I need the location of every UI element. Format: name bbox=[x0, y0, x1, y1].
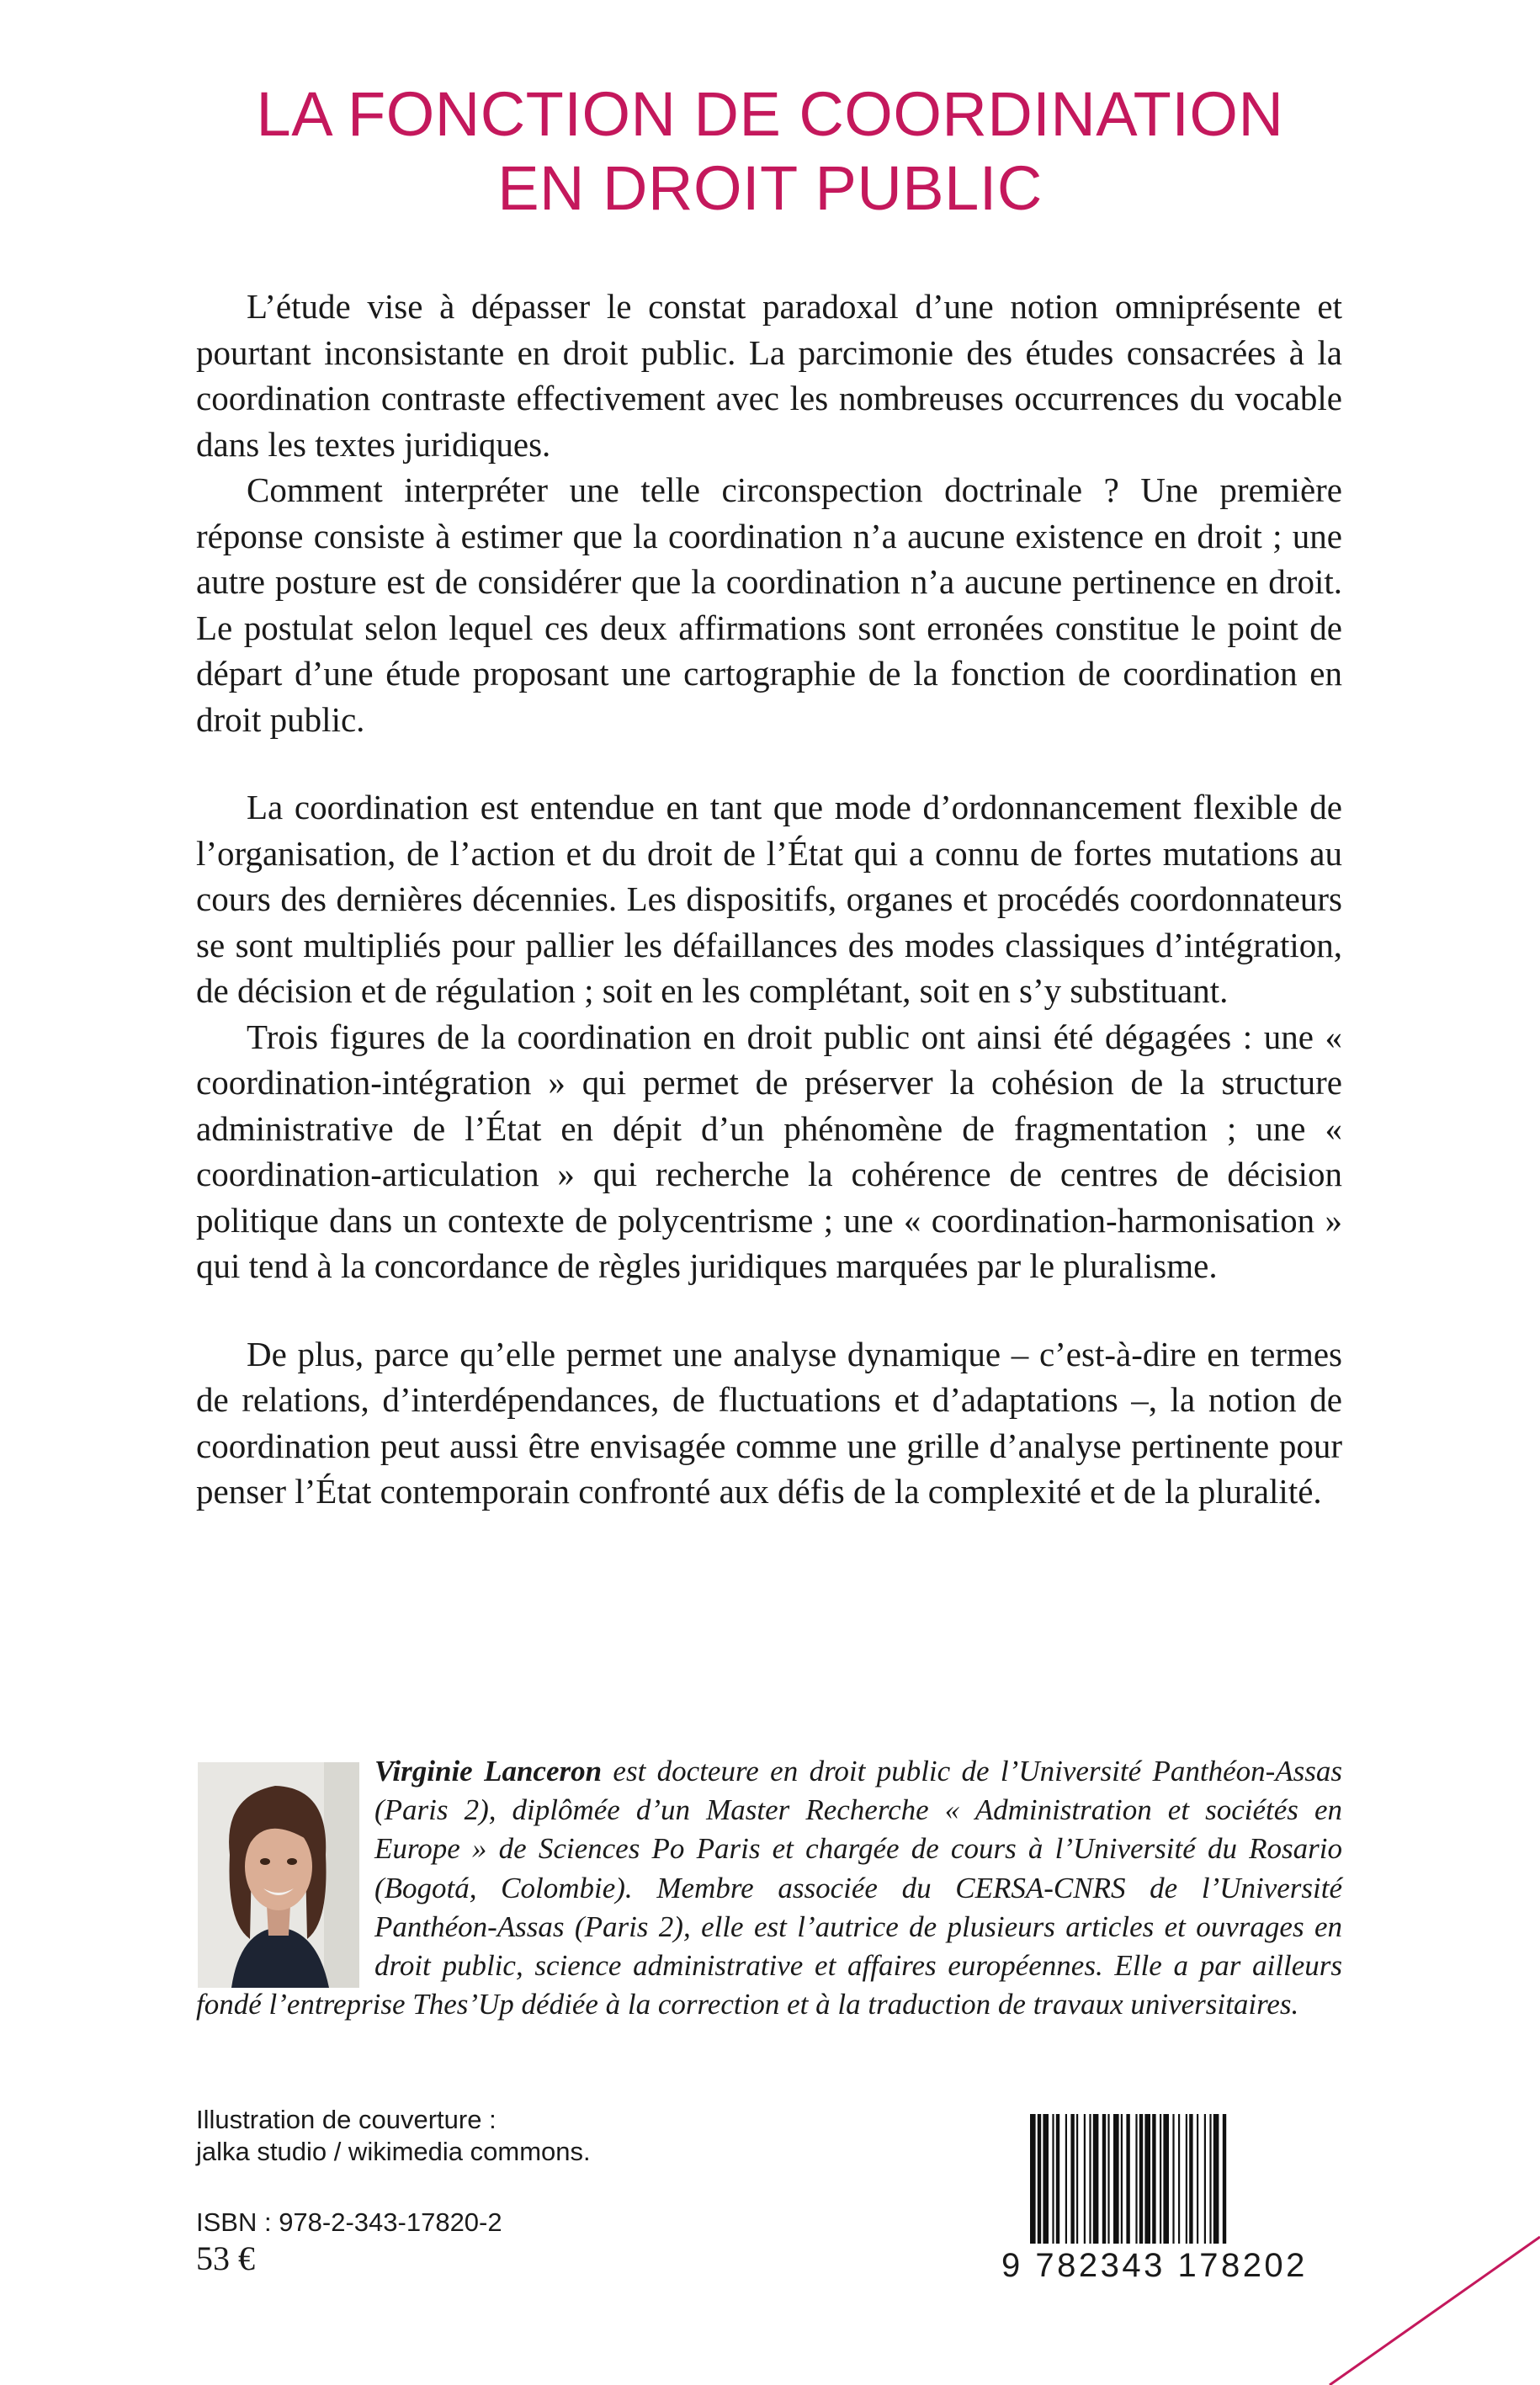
cover-credits bbox=[196, 2104, 591, 2168]
author-bio-text: est docteure en droit public de l’Université Panthéon-Assas (Paris 2), diplômée d’un Master Recherche « Administration et sociétés en Europe » de Sciences Po Paris et chargée de cours à l’Université du Rosario (Bogotá, Colombie). Membre associée du CERSA-CNRS de l’Université Panthéon-Assas (Paris 2), elle est l’autrice de plusieurs articles et ouvrages en droit public, science administrative et affaires européennes. Elle a par ailleurs fondé l’entreprise Thes’Up dédiée à la correction et à la traduction de travaux universitaires. bbox=[196, 1755, 1342, 2021]
credits-line-2: jalka studio / wikimedia commons. bbox=[196, 2137, 591, 2166]
barcode bbox=[1028, 2114, 1341, 2244]
author-bio bbox=[196, 1752, 1342, 2024]
author-name: Virginie Lanceron bbox=[374, 1755, 603, 1787]
paragraph-2: Comment interpréter une telle circonspection doctrinale ? Une première réponse consiste à estimer que la coordination n’a aucune existence en droit ; une autre posture est de considérer que la coordination n’a aucune pertinence en droit. Le postulat selon lequel ces deux affirmations sont erronées constitue le point de départ d’une étude proposant une cartographie de la fonction de coordination en droit public. bbox=[196, 470, 1342, 739]
paragraph-4: Trois figures de la coordination en droit public ont ainsi été dégagées : une « coordination-intégration » qui permet de préserver la cohésion de la structure administrative de l’État en dépit d’un phénomène de fragmentation ; une « coordination-articulation » qui recherche la cohérence de centres de décision politique dans un contexte de polycentrisme ; une « coordination-harmonisation » qui tend à la concordance de règles juridiques marquées par le pluralisme. bbox=[196, 1017, 1342, 1285]
paragraph-5: De plus, parce qu’elle permet une analyse dynamique – c’est-à-dire en termes de relations, d’interdépendances, de fluctuations et d’adaptations –, la notion de coordination peut aussi être envisagée comme une grille d’analyse pertinente pour penser l’État contemporain confronté aux défis de la complexité et de la pluralité. bbox=[196, 1334, 1342, 1511]
isbn: ISBN : 978-2-343-17820-2 bbox=[196, 2207, 502, 2237]
paragraph-3: La coordination est entendue en tant que mode d’ordonnancement flexible de l’organisation, de l’action et du droit de l’État qui a connu de fortes mutations au cours des dernières décennies. Les dispositifs, organes et procédés coordonnateurs se sont multipliés pour pallier les défaillances des modes classiques d’intégration, de décision et de régulation ; soit en les complétant, soit en s’y substituant. bbox=[196, 788, 1342, 1010]
paragraph-1: L’étude vise à dépasser le constat paradoxal d’une notion omniprésente et pourtant inconsistante en droit public. La parcimonie des études consacrées à la coordination contraste effectivement avec les nombreuses occurrences du vocable dans les textes juridiques. bbox=[196, 287, 1342, 464]
title-line-2: EN DROIT PUBLIC bbox=[497, 153, 1043, 223]
book-title bbox=[0, 77, 1540, 226]
title-line-1: LA FONCTION DE COORDINATION bbox=[256, 79, 1284, 149]
barcode-digits: 9 782343 178202 bbox=[1001, 2247, 1308, 2284]
summary-text bbox=[196, 284, 1342, 1515]
credits-line-1: Illustration de couverture : bbox=[196, 2105, 497, 2134]
price: 53 € bbox=[196, 2239, 255, 2277]
decorative-corner-line bbox=[1313, 2222, 1540, 2385]
